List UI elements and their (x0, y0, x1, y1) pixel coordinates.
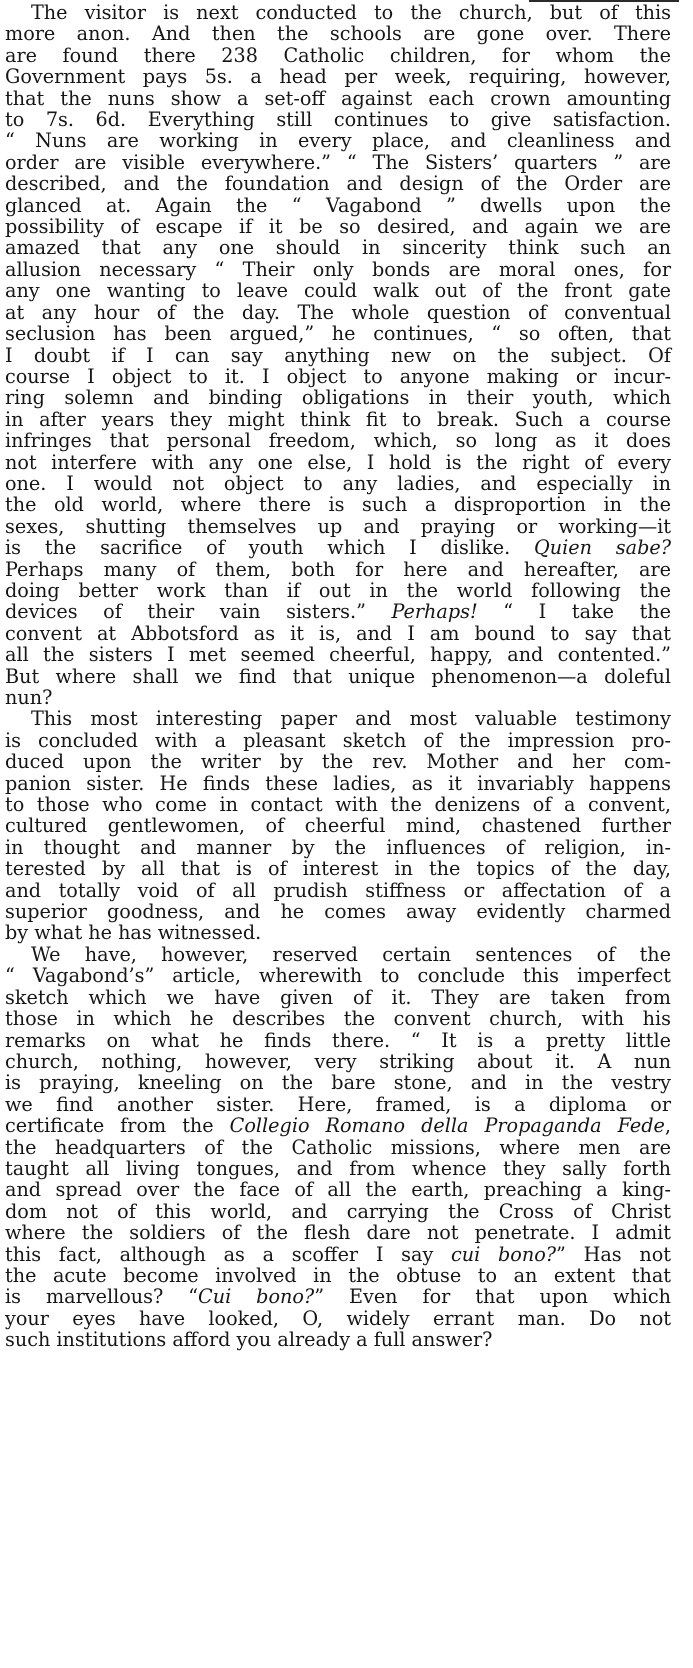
text-run: ” Has not (556, 1242, 671, 1266)
text-line (5, 45, 671, 66)
text-run: duced upon the writer by the rev. Mother and her com- (5, 750, 671, 774)
text-line (5, 237, 671, 258)
text-run: terested by all that is of interest in the topics of the day, (5, 857, 671, 881)
text-run: and totally void of all prudish stiffness or affectation of a (5, 878, 671, 902)
text-run: by what he has witnessed. (5, 921, 262, 945)
text-line (5, 152, 671, 173)
text-run: order are visible everywhere.” “ The Sisters’ quarters ” are (5, 150, 671, 174)
text-run: any one wanting to leave could walk out of the front gate (5, 279, 671, 303)
text-line (5, 1072, 671, 1093)
text-line (5, 880, 671, 901)
text-line (5, 965, 671, 986)
italic-text: Quien sabe? (534, 536, 671, 560)
text-line (5, 751, 671, 772)
text-line (5, 280, 671, 301)
text-run: the acute become involved in the obtuse to an extent that (5, 1263, 671, 1287)
text-run: “ Nuns are working in every place, and cleanliness and (5, 129, 671, 153)
text-line (5, 773, 671, 794)
text-line (5, 987, 671, 1008)
text-run: remarks on what he finds there. “ It is a pretty little (5, 1028, 671, 1052)
text-line (5, 195, 671, 216)
text-line (5, 580, 671, 601)
italic-text: Collegio Romano della Propaganda Fede (229, 1114, 665, 1138)
text-line (5, 708, 671, 729)
text-line (5, 1201, 671, 1222)
text-line (5, 623, 671, 644)
text-run: all the sisters I met seemed cheerful, happy, and contented.” (5, 643, 671, 667)
text-run: the old world, where there is such a disproportion in the (5, 493, 671, 517)
text-line (5, 173, 671, 194)
text-run: course I object to it. I object to anyone making or incur- (5, 364, 671, 388)
text-run: , (664, 1114, 671, 1138)
text-run: more anon. And then the schools are gone over. There (5, 22, 671, 46)
text-run: are found there 238 Catholic children, for whom the (5, 43, 671, 67)
text-run: devices of their vain sisters.” (5, 600, 392, 624)
text-line (5, 901, 671, 922)
text-line (5, 366, 671, 387)
text-line (5, 302, 671, 323)
text-line (5, 1030, 671, 1051)
text-line (5, 109, 671, 130)
text-run: in thought and manner by the influences of religion, in- (5, 835, 671, 859)
italic-text: Cui bono? (198, 1285, 315, 1309)
text-line (5, 1115, 671, 1136)
text-run: one. I would not object to any ladies, and especially in (5, 471, 671, 495)
text-run: We have, however, reserved certain sentences of the (31, 942, 671, 966)
text-line (5, 409, 671, 430)
text-line (5, 944, 671, 965)
column-rule (529, 0, 679, 5)
text-run: and spread over the face of all the earth, preaching a king- (5, 1178, 671, 1202)
text-line (5, 1051, 671, 1072)
text-line (5, 730, 671, 751)
text-run: possibility of escape if it be so desired, and again we are (5, 215, 671, 239)
text-line (5, 1244, 671, 1265)
text-line (5, 1222, 671, 1243)
text-run: is praying, kneeling on the bare stone, and in the vestry (5, 1071, 671, 1095)
text-run: those in which he describes the convent church, with his (5, 1007, 671, 1031)
text-run: sketch which we have given of it. They are taken from (5, 985, 671, 1009)
text-run: cultured gentlewomen, of cheerful mind, chastened further (5, 814, 671, 838)
text-run: to 7s. 6d. Everything still continues to give satisfaction. (5, 108, 671, 132)
text-run: dom not of this world, and carrying the Cross of Christ (5, 1199, 671, 1223)
text-line (5, 1329, 671, 1350)
text-line (5, 837, 671, 858)
text-run: ring solemn and binding obligations in their youth, which (5, 386, 671, 410)
text-line (5, 66, 671, 87)
text-line (5, 666, 671, 687)
text-line (5, 644, 671, 665)
text-line (5, 1179, 671, 1200)
text-line (5, 430, 671, 451)
text-run: taught all living tongues, and from whence they sally forth (5, 1156, 671, 1180)
text-run: not interfere with any one else, I hold is the right of every (5, 450, 671, 474)
text-line (5, 815, 671, 836)
text-run: this fact, although as a scoffer I say (5, 1242, 452, 1266)
text-run: “ Vagabond’s” article, wherewith to conclude this imperfect (5, 964, 671, 988)
text-line (5, 130, 671, 151)
article-column (5, 2, 671, 1351)
text-run: is concluded with a pleasant sketch of the impression pro- (5, 728, 671, 752)
text-line (5, 216, 671, 237)
text-run: we find another sister. Here, framed, is a diploma or (5, 1092, 671, 1116)
text-run: in after years they might think fit to break. Such a course (5, 407, 671, 431)
text-run: doing better work than if out in the world following the (5, 578, 671, 602)
text-run: amazed that any one should in sincerity think such an (5, 236, 671, 260)
text-line (5, 858, 671, 879)
text-run: Government pays 5s. a head per week, requiring, however, (5, 65, 671, 89)
text-line (5, 601, 671, 622)
article-paragraph (5, 944, 671, 1351)
text-run: certificate from the (5, 1114, 230, 1138)
text-line (5, 345, 671, 366)
text-run: This most interesting paper and most valuable testimony (31, 707, 671, 731)
text-line (5, 23, 671, 44)
text-line (5, 1008, 671, 1029)
text-run: I doubt if I can say anything new on the subject. Of (5, 343, 671, 367)
text-line (5, 1137, 671, 1158)
text-line (5, 559, 671, 580)
text-run: glanced at. Again the “ Vagabond ” dwells upon the (5, 193, 671, 217)
text-line (5, 1094, 671, 1115)
text-line (5, 922, 671, 943)
text-line (5, 1308, 671, 1329)
article-paragraph (5, 708, 671, 943)
text-run: such institutions afford you already a full answer? (5, 1328, 493, 1352)
text-line (5, 259, 671, 280)
text-run: superior goodness, and he comes away evidently charmed (5, 900, 671, 924)
text-run: The visitor is next conducted to the church, but of this (31, 1, 671, 24)
text-line (5, 1265, 671, 1286)
text-line (5, 794, 671, 815)
text-run: your eyes have looked, O, widely errant man. Do not (5, 1306, 671, 1330)
text-run: where the soldiers of the flesh dare not penetrate. I admit (5, 1221, 671, 1245)
article-paragraph (5, 2, 671, 708)
text-run: infringes that personal freedom, which, so long as it does (5, 429, 671, 453)
text-line (5, 494, 671, 515)
text-run: is marvellous? “ (5, 1285, 199, 1309)
text-line (5, 452, 671, 473)
text-run: nun? (5, 686, 53, 709)
text-run: Perhaps many of them, both for here and hereafter, are (5, 557, 671, 581)
text-run: described, and the foundation and design of the Order are (5, 172, 671, 196)
text-line (5, 387, 671, 408)
text-run: seclusion has been argued,” he continues, “ so often, that (5, 322, 671, 346)
text-line (5, 1286, 671, 1307)
text-run: church, nothing, however, very striking about it. A nun (5, 1049, 671, 1073)
italic-text: Perhaps! (391, 600, 478, 624)
text-line (5, 323, 671, 344)
text-run: ” Even for that upon which (314, 1285, 671, 1309)
text-run: But where shall we find that unique phenomenon—a doleful (5, 664, 671, 688)
text-line (5, 473, 671, 494)
text-run: the headquarters of the Catholic missions, where men are (5, 1135, 671, 1159)
text-line (5, 687, 671, 708)
text-run: allusion necessary “ Their only bonds are moral ones, for (5, 257, 671, 281)
text-run: at any hour of the day. The whole question of conventual (5, 300, 671, 324)
text-run: that the nuns show a set-off against each crown amounting (5, 86, 671, 110)
text-line (5, 516, 671, 537)
text-run: sexes, shutting themselves up and praying or working—it (5, 514, 671, 538)
italic-text: cui bono? (451, 1242, 557, 1266)
text-run: convent at Abbotsford as it is, and I am bound to say that (5, 621, 671, 645)
text-run: panion sister. He finds these ladies, as it invariably happens (5, 771, 671, 795)
text-line (5, 88, 671, 109)
text-line (5, 2, 671, 23)
text-line (5, 537, 671, 558)
text-run: is the sacrifice of youth which I dislike. (5, 536, 535, 560)
text-run: “ I take the (477, 600, 671, 624)
text-line (5, 1158, 671, 1179)
text-run: to those who come in contact with the denizens of a convent, (5, 793, 671, 817)
